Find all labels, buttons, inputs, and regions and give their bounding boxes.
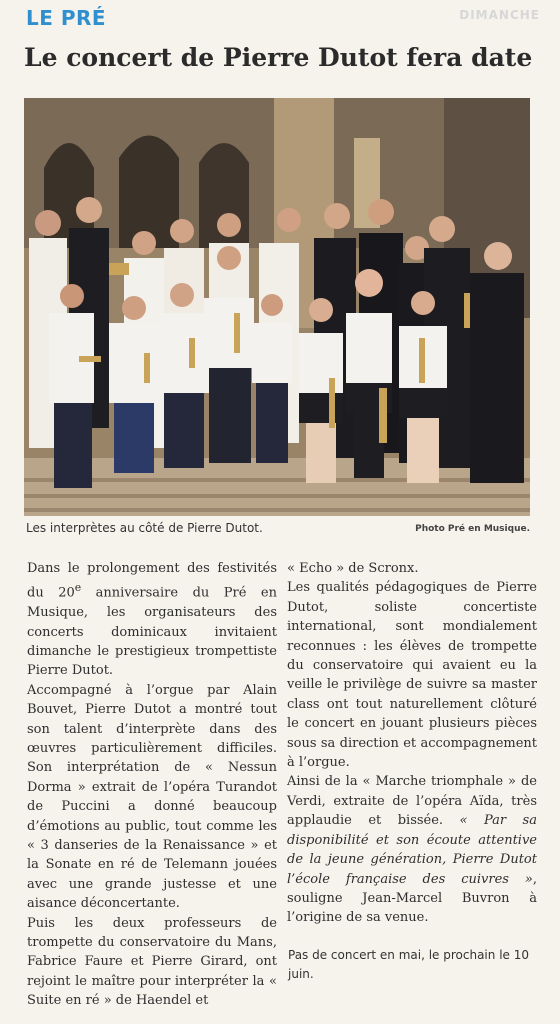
intro-text-a: Dans le prolongement des festivités du 20: [27, 561, 277, 601]
verdi-text: Ainsi de la « Marche triomphale » de Verdi, extraite de l’opéra Aïda, très applaudie et bissée.: [287, 774, 537, 829]
paragraph-accompaniment: Accompagné à l’orgue par Alain Bouvet, Pierre Dutot a montré tout son talent d’interprète dans des œuvres particulièrement difficiles. Son interprétation de « Nessun Dorma » extrait de l’opéra Turandot de Puccini a donné beaucoup d’émotions au public, tout comme les « 3 danseries de la Renaissance » et la Sonate en ré de Telemann jouées avec une grande justesse et une aisance déconcertante.: [27, 682, 277, 912]
photo-caption: Les interprètes au côté de Pierre Dutot.: [26, 521, 263, 535]
section-header: [0, 0, 560, 36]
article-headline: Le concert de Pierre Dutot fera date: [24, 43, 533, 72]
photo-credit: Photo Pré en Musique.: [415, 524, 530, 534]
paragraph-intro: [27, 559, 277, 681]
attribution-text: , souligne Jean-Marcel Buvron à l’origine de sa venue.: [287, 871, 537, 926]
paragraph-pedagogy: Les qualités pédagogiques de Pierre Dutot, soliste concertiste international, sont mondialement reconnues : les élèves de trompette du conservatoire qui avaient eu la veille le privilège de suivre sa master class ont tout naturellement clôturé le concert en jouant plusieurs pièces sous sa direction et accompagnement à l’orgue.: [287, 580, 537, 771]
bleed-through-text: DIMANCHE: [459, 8, 540, 22]
paragraph-echo: « Echo » de Scronx.: [287, 561, 419, 576]
article-column-right: [287, 559, 537, 928]
concert-group-photo: [24, 98, 530, 516]
quote-text: « Par sa disponibilité et son écoute attentive de la jeune génération, Pierre Dutot l’école française des cuivres »: [287, 813, 537, 887]
paragraph-professors: Puis les deux professeurs de trompette du conservatoire du Mans, Fabrice Faure et Pierre Girard, ont rejoint le maître pour interpréter la « Suite en ré » de Haendel et: [27, 915, 277, 1009]
intro-superscript: e: [74, 581, 82, 595]
article-photo: [24, 98, 530, 516]
article-column-left: [27, 559, 277, 1011]
intro-text-b: anniversaire du Pré en Musique, les organisateurs des concerts dominicaux invitaient dimanche le prestigieux trompettiste Pierre Dutot.: [27, 585, 277, 679]
section-label: LE PRÉ: [26, 6, 107, 30]
paragraph-verdi: [287, 772, 537, 927]
closing-note: Pas de concert en mai, le prochain le 10 juin.: [288, 948, 529, 981]
